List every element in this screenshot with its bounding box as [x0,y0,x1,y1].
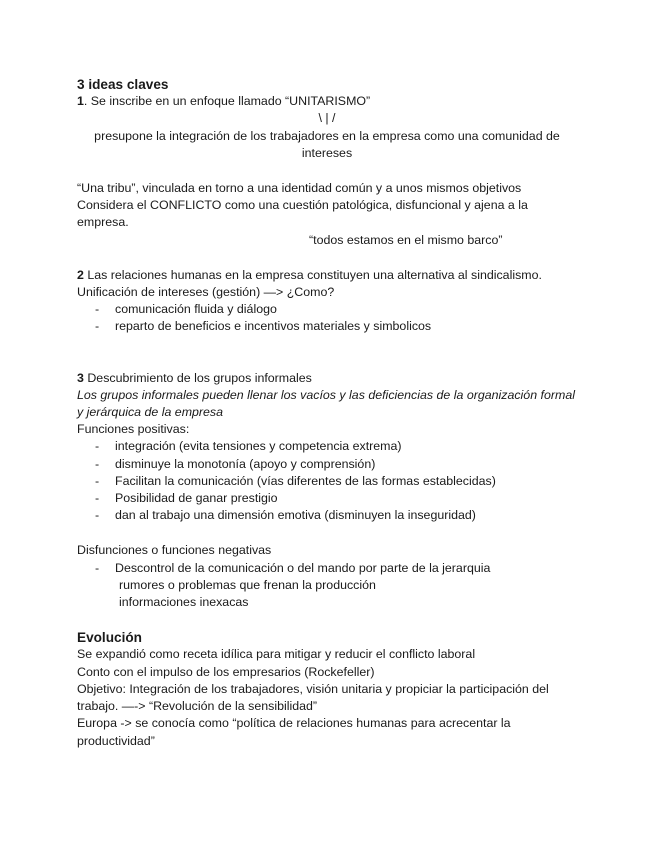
evolucion-line: Conto con el impulso de los empresarios (Rockefeller) [77,664,375,679]
list-item: - Descontrol de la comunicación o del mando por parte de la jerarquia [77,560,577,577]
list-item: - Facilitan la comunicación (vías diferentes de las formas establecidas) [77,473,577,490]
grupos-informales-italic: Los grupos informales pueden llenar los vacíos y las deficiencias de la organización formal y jerárquica de la empresa [77,387,575,420]
idea-2-line [77,267,577,284]
document-page [77,76,577,750]
list-item: - comunicación fluida y diálogo [77,301,577,318]
list-item: rumores o problemas que frenan la producción [119,577,376,592]
idea-1-text: . Se inscribe en un enfoque llamado “UNITARISMO” [83,94,371,109]
tribu-text: “Una tribu”, vinculada en torno a una identidad común y a unos mismos objetivos [77,181,522,196]
list-item: - Posibilidad de ganar prestigio [77,490,577,507]
evolucion-line: Europa -> se conocía como “política de relaciones humanas para acrecentar la productividad” [77,716,511,748]
funciones-positivas-list [77,438,577,524]
document-title: 3 ideas claves [77,77,169,92]
idea-2-text: Las relaciones humanas en la empresa constituyen una alternativa al sindicalismo. [83,267,542,282]
list-item: - dan al trabajo una dimensión emotiva (disminuyen la inseguridad) [77,507,577,524]
funciones-positivas-label: Funciones positivas: [77,422,190,437]
idea-1-line [77,93,577,110]
disfunciones-list [77,560,577,577]
list-item: - reparto de beneficios e incentivos materiales y simbolicos [77,318,577,335]
idea-1-number: 1 [77,94,84,109]
arrow-symbol: \ | / [318,111,336,126]
evolucion-title: Evolución [77,630,142,646]
disfunciones-label: Disfunciones o funciones negativas [77,543,272,558]
barco-quote: “todos estamos en el mismo barco” [309,232,503,247]
idea-2-list [77,301,577,335]
idea-2-number: 2 [77,267,84,282]
list-item: informaciones inexacas [119,595,249,610]
evolucion-line: Objetivo: Integración de los trabajadores, visión unitaria y propiciar la participación del trabajo. —-> “Revolución de la sensibilidad” [77,681,549,714]
idea-3-text: Descubrimiento de los grupos informales [83,370,312,385]
conflicto-text: Considera el CONFLICTO como una cuestión patológica, disfuncional y ajena a la empresa. [77,198,528,230]
presupone-text: presupone la integración de los trabajadores en la empresa como una comunidad de intereses [94,128,560,160]
idea-3-number: 3 [77,370,84,385]
unificacion-text: Unificación de intereses (gestión) —> ¿Como? [77,285,335,300]
list-item: - integración (evita tensiones y competencia extrema) [77,438,577,455]
list-item: - disminuye la monotonía (apoyo y comprensión) [77,456,577,473]
idea-3-line [77,370,577,387]
evolucion-line: Se expandió como receta idílica para mitigar y reducir el conflicto laboral [77,647,476,662]
